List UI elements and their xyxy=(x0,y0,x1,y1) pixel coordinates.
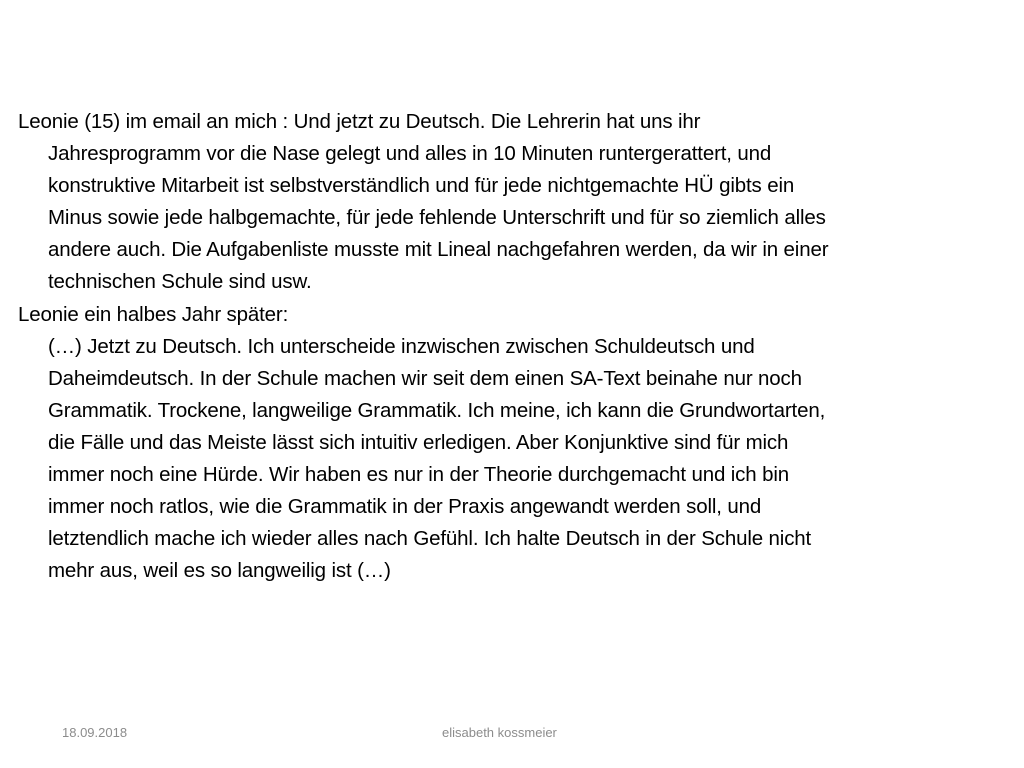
paragraph-later-quote xyxy=(18,299,978,587)
text-line: Minus sowie jede halbgemachte, für jede fehlende Unterschrift und für so ziemlich alles xyxy=(48,206,826,229)
text-line: mehr aus, weil es so langweilig ist (…) xyxy=(48,559,391,582)
text-line: letztendlich mache ich wieder alles nach Gefühl. Ich halte Deutsch in der Schule nicht xyxy=(48,527,812,550)
paragraph-email-quote xyxy=(18,106,978,298)
text-line: technischen Schule sind usw. xyxy=(48,270,312,293)
text-line: die Fälle und das Meiste lässt sich intuitiv erledigen. Aber Konjunktive sind für mich xyxy=(48,431,789,454)
text-line: immer noch ratlos, wie die Grammatik in der Praxis angewandt werden soll, und xyxy=(48,495,762,518)
text-line: (…) Jetzt zu Deutsch. Ich unterscheide inzwischen zwischen Schuldeutsch und xyxy=(48,335,755,358)
text-line: immer noch eine Hürde. Wir haben es nur in der Theorie durchgemacht und ich bin xyxy=(48,463,789,486)
footer-author: elisabeth kossmeier xyxy=(442,725,557,740)
text-line: Jahresprogramm vor die Nase gelegt und alles in 10 Minuten runtergerattert, und xyxy=(48,142,772,165)
text-line: Grammatik. Trockene, langweilige Grammatik. Ich meine, ich kann die Grundwortarten, xyxy=(48,399,826,422)
text-line: Daheimdeutsch. In der Schule machen wir seit dem einen SA-Text beinahe nur noch xyxy=(48,367,802,390)
text-line: andere auch. Die Aufgabenliste musste mit Lineal nachgefahren werden, da wir in einer xyxy=(48,238,829,261)
footer-date: 18.09.2018 xyxy=(62,725,128,740)
slide-body xyxy=(18,106,978,588)
text-line: konstruktive Mitarbeit ist selbstverständlich und für jede nichtgemachte HÜ gibts ein xyxy=(48,174,795,197)
text-line: Leonie (15) im email an mich : Und jetzt zu Deutsch. Die Lehrerin hat uns ihr xyxy=(18,110,701,133)
text-line: Leonie ein halbes Jahr später: xyxy=(18,303,289,326)
